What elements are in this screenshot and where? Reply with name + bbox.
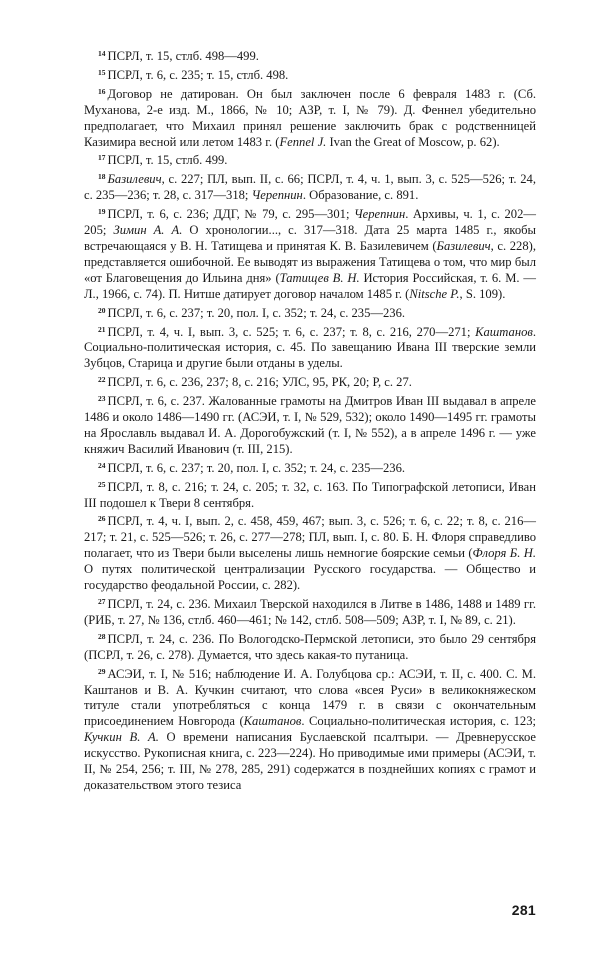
footnote-text: ПСРЛ, т. 4, ч. I, вып. 3, с. 525; т. 6, с. 237; т. 8, с. 216, 270—271; — [107, 324, 476, 339]
footnote — [84, 511, 536, 594]
footnote-number: 19 — [98, 207, 106, 217]
footnote-number: 23 — [98, 394, 106, 404]
footnote-italic-text: Nitsche P. — [409, 286, 460, 301]
footnote-text: ПСРЛ, т. 15, стлб. 499. — [107, 153, 228, 168]
footnote-text: ПСРЛ, т. 8, с. 216; т. 24, с. 205; т. 32, с. 163. По Типографской летописи, Иван III подошел к Твери 8 сентября. — [84, 479, 536, 510]
footnote-text: . Социально-политическая история, с. 45. По завещанию Ивана III тверские земли Зубцов, Старица и другие были отданы в уделы. — [84, 324, 536, 371]
footnote-text: О хронологии..., с. 317—318. Дата 25 марта 1485 г., якобы встречающаяся у В. Н. Татищева и принятая К. В. Базилевичем ( — [84, 223, 537, 253]
footnote — [84, 46, 536, 65]
footnote-text: АСЭИ, т. I, № 516; наблюдение И. А. Голубцова ср.: АСЭИ, т. II, с. 400. С. М. Каштанов и В. А. Кучкин считают, что слова «всея Руси» в великокняжеском титуле стали употребляться с конца 1479 г. в связи с окончательным присоединением Новгорода ( — [84, 666, 536, 729]
footnote-number: 15 — [98, 67, 106, 77]
footnote-number: 22 — [98, 375, 106, 385]
footnote-number: 16 — [98, 86, 106, 96]
footnote — [84, 303, 536, 322]
footnote-italic-text: Зимин А. А. — [113, 223, 183, 238]
footnote-text: , с. 227; ПЛ, вып. II, с. 66; ПСРЛ, т. 4, ч. 1, вып. 3, с. 525—526; т. 24, с. 235—236; т. 28, с. 317—318; — [84, 172, 536, 203]
footnote-text: , S. 109). — [459, 286, 506, 301]
footnote-italic-text: Базилевич — [107, 172, 162, 187]
footnote — [84, 322, 536, 373]
footnote — [84, 629, 536, 664]
footnote — [84, 594, 536, 629]
footnote — [84, 477, 536, 512]
footnote-text: Ivan the Great of Moscow, p. 62). — [326, 134, 500, 149]
footnote — [84, 150, 536, 169]
footnote — [84, 65, 536, 84]
footnote-number: 18 — [98, 172, 106, 182]
footnote-text: О времени написания Буслаевской псалтыри. — Древнерусское искусство. Рукописная книга, с. 223—224). Но приводимые ими примеры (АСЭИ, т. II, № 254, 256; т. III, № 278, 285, 291) содержатся в позднейших копиях с грамот и доказательством этого тезиса — [84, 730, 536, 792]
footnote-italic-text: Базилевич — [436, 238, 491, 253]
footnote-italic-text: Каштанов — [243, 714, 302, 729]
footnote-text: ПСРЛ, т. 4, ч. I, вып. 2, с. 458, 459, 467; вып. 3, с. 526; т. 6, с. 22; т. 8, с. 216—217; т. 21, с. 525—526; т. 26, с. 277—278; ПЛ, вып. I, с. 80. Б. Н. Флоря справедливо полагает, что из Твери были выселены лишь немногие боярские семьи ( — [84, 514, 536, 561]
footnote-italic-text: Каштанов — [475, 324, 533, 339]
footnote-text: , с. 228), представляется ошибочной. Ее выводят из выражения Татищева о том, что мир был «от Благовещения до Ильина дня» ( — [84, 238, 536, 285]
footnote-number: 24 — [98, 460, 106, 470]
footnote-italic-text: Татищев В. Н. — [279, 270, 360, 285]
footnote-text: . Архивы, ч. 1, с. 202—205; — [84, 207, 536, 238]
footnote-text: Договор не датирован. Он был заключен после 6 февраля 1483 г. (Сб. Муханова, 2-е изд. М., 1866, № 10; АЗР, т. I, № 79). Д. Феннел убедительно предполагает, что Михаил принял решение заключить брак с родственницей Казимира весной или летом 1483 г. ( — [84, 86, 536, 149]
footnote-italic-text: Черепнин — [251, 188, 303, 203]
footnote-text: . Образование, с. 891. — [302, 188, 419, 203]
footnote-number: 21 — [98, 324, 106, 334]
page-number: 281 — [511, 902, 536, 918]
footnote-text: ПСРЛ, т. 6, с. 236; ДДГ, № 79, с. 295—301; — [107, 207, 354, 222]
footnote-italic-text: Черепнин — [353, 207, 406, 222]
footnote — [84, 391, 536, 458]
footnote-text: ПСРЛ, т. 6, с. 236, 237; 8, с. 216; УЛС, 95, РК, 20; Р, с. 27. — [107, 375, 412, 390]
footnote — [84, 169, 536, 204]
footnote-text: ПСРЛ, т. 6, с. 235; т. 15, стлб. 498. — [107, 67, 289, 82]
footnote-italic-text: Fennel J. — [279, 134, 327, 149]
footnote-number: 28 — [98, 631, 106, 641]
footnote-text: История Российская, т. 6. М. — Л., 1966, с. 74). П. Нитше датирует договор началом 1485 г. ( — [84, 270, 536, 301]
footnote-text: ПСРЛ, т. 15, стлб. 498—499. — [107, 49, 259, 63]
footnote — [84, 204, 536, 302]
footnote — [84, 372, 536, 391]
footnote-number: 25 — [98, 479, 106, 489]
footnote-number: 20 — [98, 305, 106, 315]
footnote — [84, 458, 536, 477]
footnote-number: 14 — [98, 49, 106, 58]
footnote — [84, 664, 536, 794]
footnote-italic-text: Флоря Б. Н. — [472, 546, 536, 561]
footnotes-block — [84, 46, 536, 794]
footnote-number: 17 — [98, 153, 106, 163]
footnote-text: О путях политической централизации Русского государства. — Общество и государство феодальной России, с. 282). — [84, 562, 536, 593]
footnote-text: ПСРЛ, т. 24, с. 236. По Вологодско-Пермской летописи, это было 29 сентября (ПСРЛ, т. 26, с. 278). Думается, что здесь какая-то путаница. — [84, 631, 536, 662]
footnote-text: ПСРЛ, т. 6, с. 237; т. 20, пол. I, с. 352; т. 24, с. 235—236. — [107, 305, 406, 320]
footnote-text: ПСРЛ, т. 6, с. 237. Жалованные грамоты на Дмитров Иван III выдавал в апреле 1486 и около 1486—1490 гг. (АСЭИ, т. I, № 529, 532); около 1490—1495 гг. грамоты на Ярославль выдавал И. А. Дорогобужский (т. I, № 552), а в апреле 1496 г. — уже княжич Василий Иванович (т. III, 215). — [84, 394, 536, 456]
footnote-number: 29 — [98, 666, 106, 676]
footnote-number: 27 — [98, 597, 106, 606]
footnote-text: ПСРЛ, т. 24, с. 236. Михаил Тверской находился в Литве в 1486, 1488 и 1489 гг. (РИБ, т. 27, № 136, стлб. 460—461; № 142, стлб. 508—509; АЗР, т. I, № 89, с. 21). — [84, 597, 536, 627]
footnote — [84, 84, 536, 151]
footnote-number: 26 — [98, 514, 106, 524]
footnote-text: . Социально-политическая история, с. 123; — [301, 714, 536, 729]
footnote-italic-text: Кучкин В. А. — [84, 730, 159, 745]
footnote-text: ПСРЛ, т. 6, с. 237; т. 20, пол. I, с. 352; т. 24, с. 235—236. — [107, 460, 406, 475]
